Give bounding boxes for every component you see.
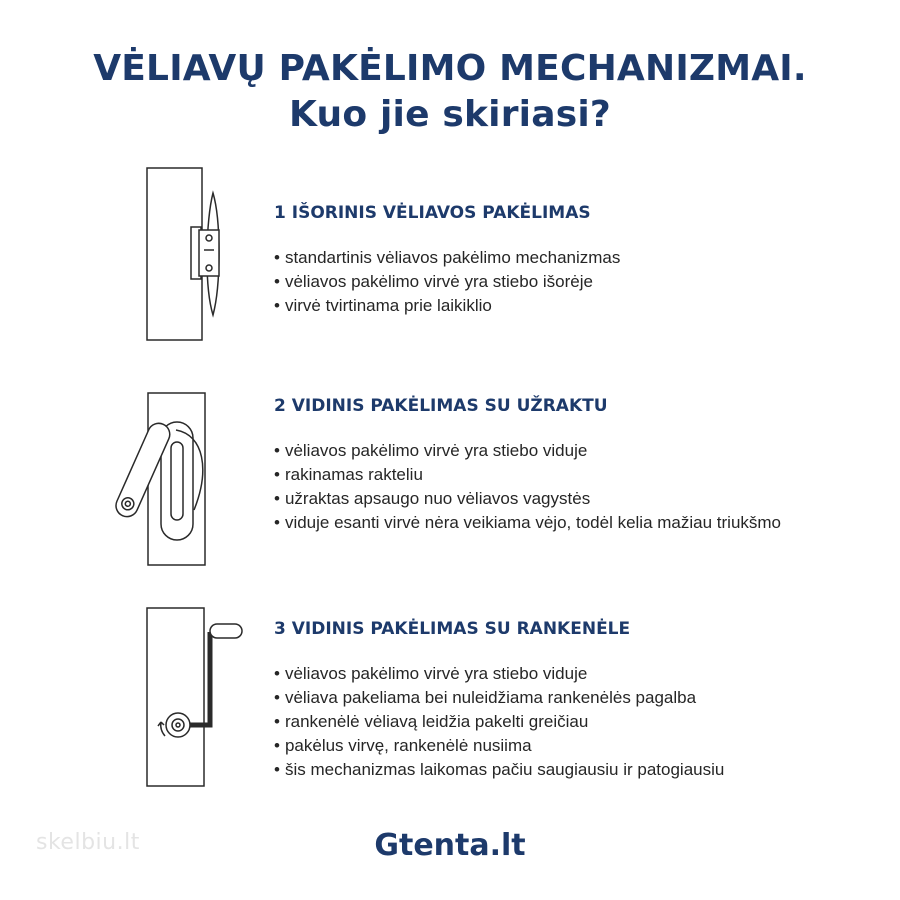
list-item: • rankenėlė vėliavą leidžia pakelti greičiau [274,712,589,731]
section-heading: 1 IŠORINIS VĖLIAVOS PAKĖLIMAS [274,203,591,223]
title-line-2: Kuo jie skiriasi? [289,94,611,135]
section-internal-lock [274,395,834,535]
list-item: • viduje esanti virvė nėra veikiama vėjo, todėl kelia mažiau triukšmo [274,513,782,532]
brand-logo: Gtenta.lt [374,828,526,863]
bullet-list [274,662,834,782]
list-item: • vėliavos pakėlimo virvė yra stiebo viduje [274,441,588,460]
external-cleat-illustration [140,165,240,345]
list-item: • vėliavos pakėlimo virvė yra stiebo viduje [274,664,588,683]
list-item: • virvė tvirtinama prie laikiklio [274,296,492,315]
section-external [274,202,834,318]
title-line-1: VĖLIAVŲ PAKĖLIMO MECHANIZMAI. [93,48,807,89]
list-item: • vėliavos pakėlimo virvė yra stiebo išorėje [274,272,593,291]
internal-lock-illustration [104,390,214,570]
bullet-list [274,439,834,535]
watermark: skelbiu.lt [36,830,140,855]
internal-winch-illustration [140,605,250,790]
page-title [0,46,900,138]
list-item: • užraktas apsaugo nuo vėliavos vagystės [274,489,591,508]
list-item: • pakėlus virvę, rankenėlė nusiima [274,736,532,755]
list-item: • rakinamas rakteliu [274,465,423,484]
section-heading: 2 VIDINIS PAKĖLIMAS SU UŽRAKTU [274,396,608,416]
list-item: • šis mechanizmas laikomas pačiu saugiausiu ir patogiausiu [274,760,725,779]
list-item: • vėliava pakeliama bei nuleidžiama rankenėlės pagalba [274,688,697,707]
section-internal-winch [274,618,834,782]
list-item: • standartinis vėliavos pakėlimo mechanizmas [274,248,621,267]
section-heading: 3 VIDINIS PAKĖLIMAS SU RANKENĖLE [274,619,631,639]
bullet-list [274,246,834,318]
